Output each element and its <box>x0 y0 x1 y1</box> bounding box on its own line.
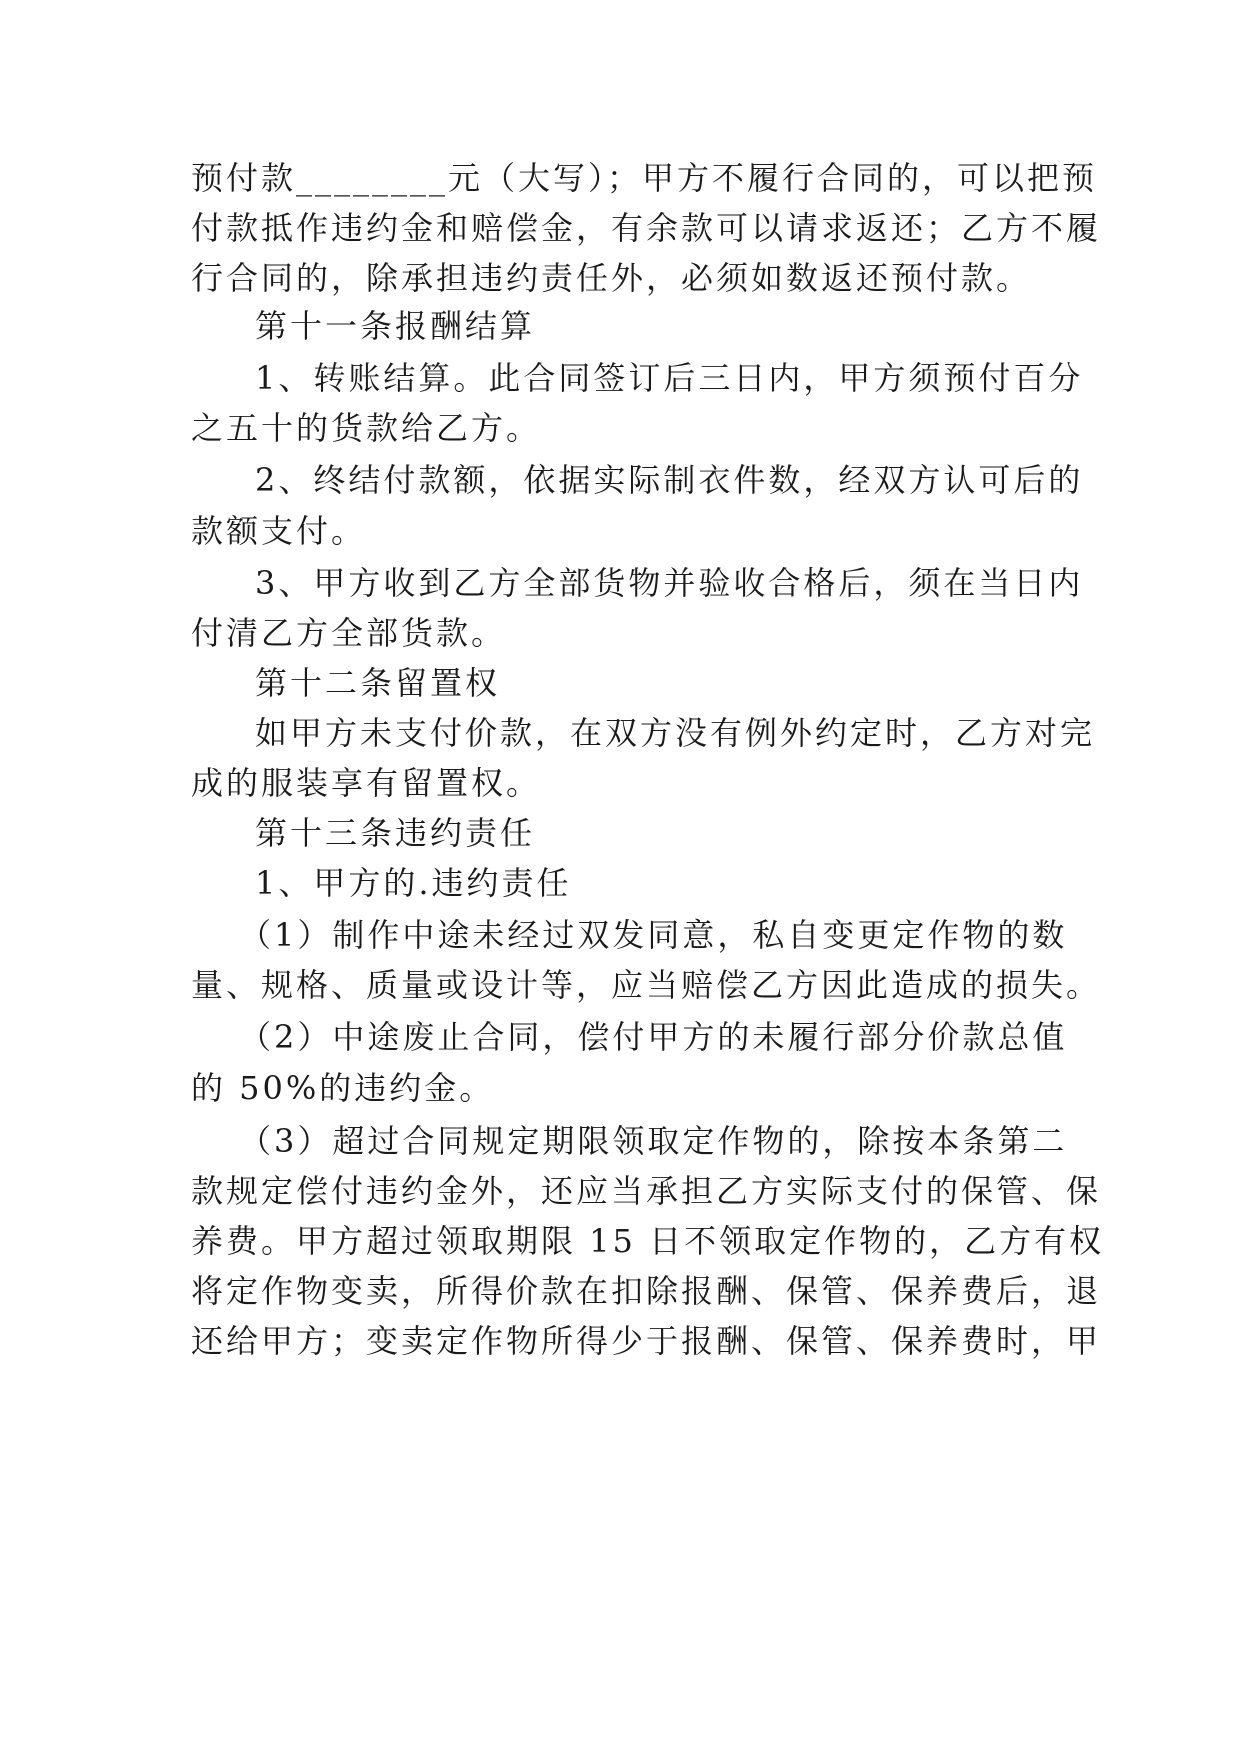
text-line: （3）超过合同规定期限领取定作物的，除按本条第二 <box>239 1122 1068 1160</box>
text-line: 款额支付。 <box>191 512 367 550</box>
text-line: 付清乙方全部货款。 <box>191 614 507 652</box>
text-line: 付款抵作违约金和赔偿金，有余款可以请求返还；乙方不履 <box>191 209 1102 247</box>
text-line: （2）中途废止合同，偿付甲方的未履行部分价款总值 <box>239 1018 1068 1056</box>
text-line: 行合同的，除承担违约责任外，必须如数返还预付款。 <box>191 259 1032 297</box>
text-line: 成的服装享有留置权。 <box>191 764 542 802</box>
text-line: 3、甲方收到乙方全部货物并验收合格后，须在当日内 <box>255 564 1084 602</box>
text-line: 将定作物变卖，所得价款在扣除报酬、保管、保养费后，退 <box>191 1272 1102 1310</box>
text-line: 款规定偿付违约金外，还应当承担乙方实际支付的保管、保 <box>191 1172 1102 1210</box>
text-line: 还给甲方；变卖定作物所得少于报酬、保管、保养费时，甲 <box>191 1322 1102 1360</box>
section-heading-11: 第十一条报酬结算 <box>255 307 536 345</box>
text-line: 之五十的货款给乙方。 <box>191 409 542 447</box>
text-line: （1）制作中途未经过双发同意，私自变更定作物的数 <box>239 916 1068 954</box>
text-line: 预付款________元（大写）；甲方不履行合同的，可以把预 <box>191 159 1098 197</box>
section-heading-12: 第十二条留置权 <box>255 664 501 702</box>
text-line: 的 50%的违约金。 <box>191 1069 495 1107</box>
text-line: 量、规格、质量或设计等，应当赔偿乙方因此造成的损失。 <box>191 966 1102 1004</box>
text-line: 1、甲方的.违约责任 <box>255 864 572 902</box>
text-line: 2、终结付款额，依据实际制衣件数，经双方认可后的 <box>255 461 1084 499</box>
text-line: 1、转账结算。此合同签订后三日内，甲方须预付百分 <box>255 359 1084 397</box>
text-line: 养费。甲方超过领取期限 15 日不领取定作物的，乙方有权 <box>191 1222 1105 1260</box>
section-heading-13: 第十三条违约责任 <box>255 814 536 852</box>
text-line: 如甲方未支付价款，在双方没有例外约定时，乙方对完 <box>255 714 1096 752</box>
